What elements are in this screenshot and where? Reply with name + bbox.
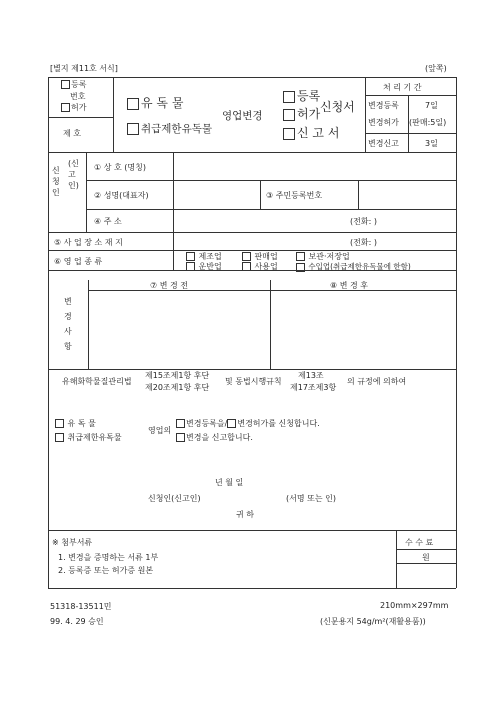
number-label: 번호 [70, 92, 86, 101]
checkbox-icon [283, 109, 295, 121]
attachment-1: 1. 변경을 증명하는 서류 1부 [58, 553, 159, 562]
processing-title: 처 리 기 간 [383, 83, 422, 92]
page-side: (앞쪽) [425, 64, 447, 73]
checkbox-icon [242, 262, 251, 271]
title-suffix: 신청서 [320, 100, 355, 114]
checkbox-icon [61, 103, 70, 112]
permit-checkbox-label[interactable]: 허가 [61, 102, 86, 113]
col-after: ⑧ 변 경 후 [330, 281, 368, 290]
location-phone: (전화: ) [350, 238, 377, 247]
sign-note: (서명 또는 인) [286, 494, 336, 503]
checkbox-icon [61, 80, 70, 89]
field-company-label: ① 상 호 (명칭) [94, 163, 146, 172]
biztype-sales[interactable]: 판매업 [242, 251, 278, 262]
title-business-change: 영업변경 [222, 110, 263, 122]
field-id-label: ③ 주민등록번호 [266, 191, 323, 200]
legal-and: 및 동법시행규칙 [225, 377, 282, 386]
paper-size: 210mm×297mm [380, 601, 449, 610]
checkbox-icon [186, 262, 195, 271]
title-opt-register[interactable]: 등록 [283, 87, 320, 104]
form-code: 51318-13511민 [50, 602, 112, 611]
sign-applicant: 신청인(신고인) [148, 494, 201, 503]
proc-label-1: 변경등록 [368, 101, 399, 110]
proc-label-3: 변경신고 [368, 139, 399, 148]
checkbox-icon [296, 263, 305, 272]
field-address-label: ④ 주 소 [94, 217, 122, 226]
je-ho: 제 호 [63, 129, 81, 138]
title-opt-report[interactable]: 신 고 서 [283, 124, 339, 141]
approval-date: 99. 4. 29 승인 [50, 617, 104, 626]
title-item-toxic[interactable]: 유 독 물 [127, 94, 183, 111]
address-phone: (전화: ) [350, 217, 377, 226]
legal-tail: 의 규정에 의하여 [347, 377, 407, 386]
form-number: [별지 제11호 서식] [50, 64, 118, 73]
checkbox-icon [55, 433, 64, 442]
biztype-storage[interactable]: 보관·저장업 [296, 251, 350, 262]
title-item-restricted[interactable]: 취급제한유독물 [127, 121, 212, 136]
proc-value-3: 3일 [425, 139, 438, 148]
decl-item-toxic[interactable]: 유 독 물 [55, 418, 96, 429]
biztype-transport[interactable]: 운반업 [186, 261, 222, 272]
checkbox-icon [296, 252, 305, 261]
applicant-side-label: 신청인 [52, 166, 60, 197]
biztype-import[interactable]: 수입업(취급제한유독물에 한함) [296, 261, 411, 272]
proc-label-2: 변경허가 [368, 118, 399, 127]
checkbox-icon [242, 252, 251, 261]
proc-value-2: (판매:5일) [409, 118, 447, 127]
checkbox-icon [186, 252, 195, 261]
checkbox-icon [55, 419, 64, 428]
changes-side-label: 변경사항 [64, 297, 72, 351]
biztype-manufacture[interactable]: 제조업 [186, 251, 222, 262]
col-before: ⑦ 변 경 전 [150, 281, 188, 290]
decl-biz: 영업의 [148, 426, 172, 435]
checkbox-icon [176, 433, 185, 442]
proc-value-1: 7일 [425, 101, 438, 110]
checkbox-icon [227, 419, 236, 428]
attachment-2: 2. 등록증 또는 허가증 원본 [58, 566, 154, 575]
reg-checkbox-label[interactable]: 등록 [61, 79, 86, 90]
fee-title: 수 수 료 [405, 538, 434, 547]
checkbox-icon [283, 91, 295, 103]
legal-art2: 제20조제1항 후단 [145, 383, 210, 392]
checkbox-icon [176, 419, 185, 428]
addressee: 귀 하 [236, 510, 254, 519]
decl-item-restricted[interactable]: 취급제한유독물 [55, 432, 122, 443]
fee-value: 원 [422, 553, 430, 562]
reporter-side-label: (신고인) [68, 159, 79, 190]
checkbox-icon [283, 128, 295, 140]
checkbox-icon [127, 123, 139, 135]
legal-rule1: 제13조 [298, 371, 324, 380]
paper-type: (신문용지 54g/m²(재활용품)) [320, 617, 426, 626]
field-name-label: ② 성명(대표자) [94, 191, 149, 200]
title-opt-permit[interactable]: 허가 [283, 105, 320, 122]
legal-rule2: 제17조제3항 [290, 383, 337, 392]
decl-opt-report[interactable]: 변경을 신고합니다. [176, 432, 253, 443]
date-line: 년 월 일 [215, 478, 244, 487]
decl-opt-change[interactable]: 변경등록을/ 변경허가를 신청합니다. [176, 418, 320, 429]
attachments-title: ※ 첨부서류 [52, 538, 93, 547]
checkbox-icon [127, 98, 139, 110]
legal-art1: 제15조제1항 후단 [145, 371, 210, 380]
biztype-use[interactable]: 사용업 [242, 261, 278, 272]
legal-law: 유해화학물질관리법 [62, 377, 132, 386]
field-location-label: ⑤ 사 업 장 소 재 지 [54, 238, 123, 247]
field-biztype-label: ⑥ 영 업 종 류 [54, 257, 103, 266]
